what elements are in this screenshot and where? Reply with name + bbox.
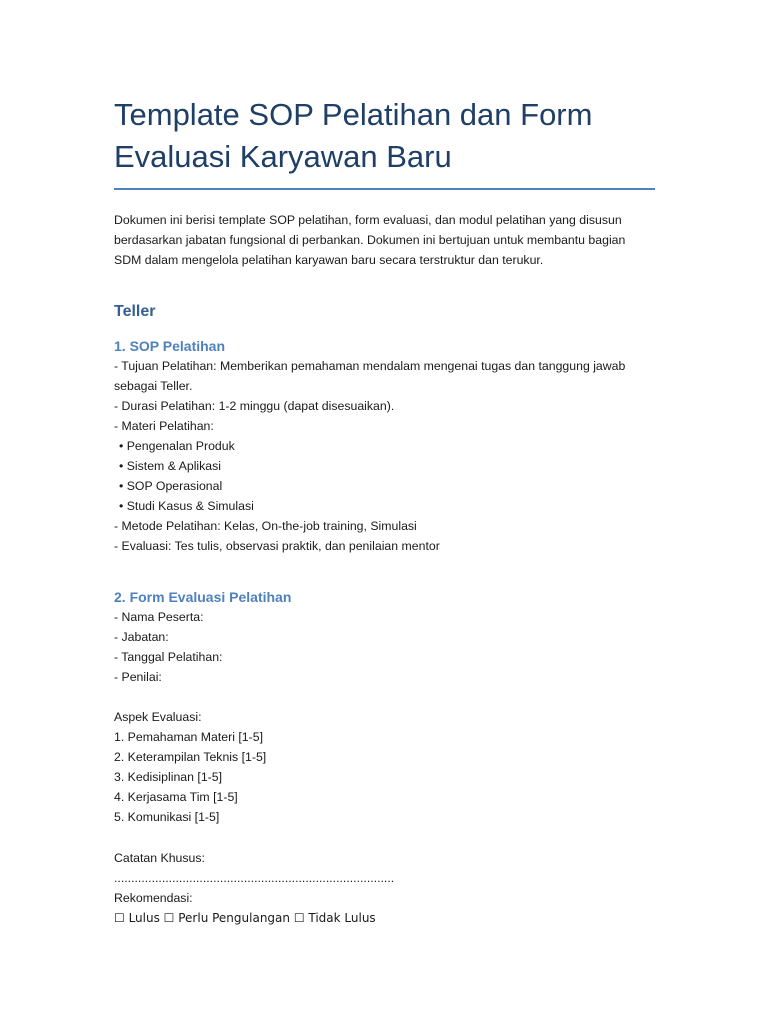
- intro-line: berdasarkan jabatan fungsional di perbankan. Dokumen ini bertujuan untuk membantu bagian: [114, 233, 626, 248]
- sop-materi-label: - Materi Pelatihan:: [114, 418, 214, 433]
- aspek-item: 1. Pemahaman Materi [1-5]: [114, 730, 263, 745]
- role-heading: Teller: [114, 302, 156, 320]
- catatan-label: Catatan Khusus:: [114, 850, 205, 865]
- sop-heading: 1. SOP Pelatihan: [114, 337, 226, 354]
- intro-line: SDM dalam mengelola pelatihan karyawan baru secara terstruktur dan terukur.: [114, 253, 544, 268]
- form-field-jabatan: - Jabatan:: [114, 629, 169, 644]
- form-body: [114, 607, 655, 929]
- materi-item: • SOP Operasional: [119, 479, 223, 494]
- rekomendasi-label: Rekomendasi:: [114, 890, 193, 905]
- aspek-item: 3. Kedisiplinan [1-5]: [114, 770, 223, 785]
- sop-evaluasi: - Evaluasi: Tes tulis, observasi praktik, dan penilaian mentor: [114, 539, 440, 554]
- title-underline: [114, 188, 655, 190]
- sop-durasi: - Durasi Pelatihan: 1-2 minggu (dapat disesuaikan).: [114, 398, 395, 413]
- document-title: [114, 94, 655, 178]
- intro-paragraph: [114, 210, 655, 271]
- title-line-1: Template SOP Pelatihan dan Form: [114, 97, 593, 132]
- spacer: [114, 687, 655, 707]
- form-field-penilai: - Penilai:: [114, 669, 162, 684]
- materi-item: • Sistem & Aplikasi: [119, 459, 222, 474]
- form-field-tanggal: - Tanggal Pelatihan:: [114, 649, 223, 664]
- materi-item: • Pengenalan Produk: [119, 438, 235, 453]
- intro-line: Dokumen ini berisi template SOP pelatihan, form evaluasi, dan modul pelatihan yang disusun: [114, 213, 622, 227]
- spacer: [114, 828, 655, 848]
- catatan-dotted-line: ..................................................................................: [114, 870, 395, 885]
- form-field-nama: - Nama Peserta:: [114, 609, 204, 624]
- aspek-item: 2. Keterampilan Teknis [1-5]: [114, 750, 267, 765]
- form-heading: 2. Form Evaluasi Pelatihan: [114, 588, 292, 605]
- rekomendasi-checkboxes: ☐ Lulus ☐ Perlu Pengulangan ☐ Tidak Lulus: [114, 910, 376, 925]
- sop-body: [114, 356, 655, 557]
- aspek-item: 5. Komunikasi [1-5]: [114, 810, 220, 825]
- title-line-2: Evaluasi Karyawan Baru: [114, 139, 452, 174]
- materi-item: • Studi Kasus & Simulasi: [119, 499, 254, 514]
- aspek-item: 4. Kerjasama Tim [1-5]: [114, 790, 238, 805]
- aspek-label: Aspek Evaluasi:: [114, 710, 202, 725]
- sop-tujuan-line: - Tujuan Pelatihan: Memberikan pemahaman mendalam mengenai tugas dan tanggung jawab: [114, 358, 626, 373]
- sop-metode: - Metode Pelatihan: Kelas, On-the-job training, Simulasi: [114, 519, 417, 534]
- document-page: [114, 94, 655, 928]
- sop-tujuan-line: sebagai Teller.: [114, 378, 193, 393]
